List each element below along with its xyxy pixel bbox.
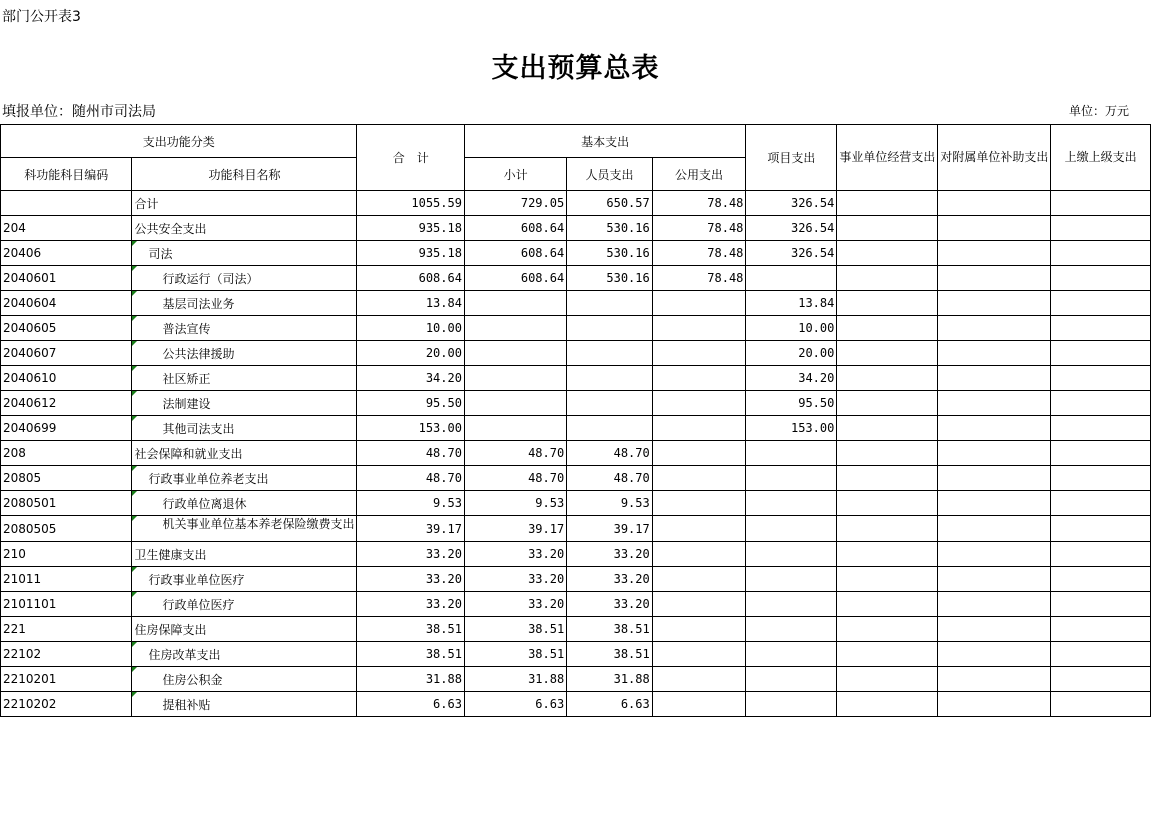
cell-subsidy (938, 466, 1051, 491)
cell-upper (1051, 241, 1151, 266)
cell-upper (1051, 441, 1151, 466)
cell-enterprise (837, 567, 938, 592)
cell-name: 普法宣传 (132, 316, 357, 341)
cell-subtotal: 33.20 (464, 592, 566, 617)
cell-personnel: 9.53 (567, 491, 653, 516)
expenditure-budget-table (0, 124, 1151, 717)
cell-subsidy (938, 542, 1051, 567)
cell-name: 住房改革支出 (132, 642, 357, 667)
table-row (1, 416, 1151, 441)
header-code: 科功能科目编码 (1, 158, 132, 191)
cell-name: 合计 (132, 191, 357, 216)
cell-public (652, 316, 746, 341)
cell-enterprise (837, 241, 938, 266)
cell-upper (1051, 667, 1151, 692)
cell-subtotal: 48.70 (464, 466, 566, 491)
cell-personnel (567, 316, 653, 341)
cell-subsidy (938, 241, 1051, 266)
table-row (1, 491, 1151, 516)
header-subsidy: 对附属单位补助支出 (938, 125, 1051, 191)
cell-upper (1051, 567, 1151, 592)
table-row (1, 291, 1151, 316)
cell-code: 2101101 (1, 592, 132, 617)
table-row (1, 241, 1151, 266)
cell-code: 210 (1, 542, 132, 567)
cell-personnel: 39.17 (567, 516, 653, 542)
cell-subsidy (938, 191, 1051, 216)
cell-public (652, 291, 746, 316)
cell-upper (1051, 416, 1151, 441)
cell-subsidy (938, 592, 1051, 617)
cell-subtotal: 729.05 (464, 191, 566, 216)
cell-code: 2040604 (1, 291, 132, 316)
cell-project (746, 567, 837, 592)
cell-code: 2040607 (1, 341, 132, 366)
cell-enterprise (837, 191, 938, 216)
cell-name: 基层司法业务 (132, 291, 357, 316)
cell-subtotal: 33.20 (464, 567, 566, 592)
cell-project (746, 266, 837, 291)
header-subtotal: 小计 (464, 158, 566, 191)
cell-name: 提租补贴 (132, 692, 357, 717)
cell-personnel: 6.63 (567, 692, 653, 717)
table-row (1, 592, 1151, 617)
cell-total: 935.18 (357, 241, 464, 266)
cell-project (746, 617, 837, 642)
reporting-unit: 填报单位：随州市司法局 (2, 104, 156, 120)
table-row (1, 366, 1151, 391)
cell-code: 2040612 (1, 391, 132, 416)
cell-upper (1051, 542, 1151, 567)
cell-name: 行政运行（司法） (132, 266, 357, 291)
cell-total: 9.53 (357, 491, 464, 516)
cell-subtotal: 608.64 (464, 241, 566, 266)
cell-project (746, 441, 837, 466)
cell-name: 其他司法支出 (132, 416, 357, 441)
cell-code: 20805 (1, 466, 132, 491)
header-total: 合 计 (357, 125, 464, 191)
cell-subtotal (464, 316, 566, 341)
cell-code: 204 (1, 216, 132, 241)
cell-upper (1051, 266, 1151, 291)
cell-subsidy (938, 316, 1051, 341)
cell-project (746, 516, 837, 542)
cell-total: 13.84 (357, 291, 464, 316)
header-basic: 基本支出 (464, 125, 745, 158)
header-row-1 (1, 125, 1151, 158)
cell-name: 住房保障支出 (132, 617, 357, 642)
cell-enterprise (837, 291, 938, 316)
cell-enterprise (837, 441, 938, 466)
cell-subsidy (938, 366, 1051, 391)
cell-personnel: 48.70 (567, 466, 653, 491)
table-row (1, 567, 1151, 592)
table-row (1, 466, 1151, 491)
cell-personnel: 31.88 (567, 667, 653, 692)
cell-subsidy (938, 692, 1051, 717)
cell-code: 2210201 (1, 667, 132, 692)
cell-personnel (567, 366, 653, 391)
table-row (1, 667, 1151, 692)
cell-subtotal (464, 416, 566, 441)
cell-upper (1051, 216, 1151, 241)
cell-personnel: 48.70 (567, 441, 653, 466)
cell-upper (1051, 316, 1151, 341)
cell-project: 153.00 (746, 416, 837, 441)
cell-code: 208 (1, 441, 132, 466)
cell-personnel: 530.16 (567, 266, 653, 291)
cell-code: 22102 (1, 642, 132, 667)
cell-public (652, 542, 746, 567)
currency-unit: 单位：万元 (1068, 104, 1129, 118)
cell-project: 95.50 (746, 391, 837, 416)
cell-personnel: 38.51 (567, 617, 653, 642)
cell-public: 78.48 (652, 266, 746, 291)
cell-total: 48.70 (357, 441, 464, 466)
cell-public (652, 667, 746, 692)
cell-subtotal (464, 291, 566, 316)
cell-enterprise (837, 642, 938, 667)
cell-upper (1051, 516, 1151, 542)
cell-project: 10.00 (746, 316, 837, 341)
cell-name: 司法 (132, 241, 357, 266)
cell-subtotal (464, 366, 566, 391)
cell-project: 326.54 (746, 241, 837, 266)
table-row (1, 692, 1151, 717)
cell-enterprise (837, 266, 938, 291)
cell-personnel (567, 291, 653, 316)
cell-subtotal: 38.51 (464, 617, 566, 642)
table-row (1, 441, 1151, 466)
cell-personnel: 33.20 (567, 542, 653, 567)
cell-subtotal: 33.20 (464, 542, 566, 567)
cell-project (746, 667, 837, 692)
cell-public (652, 466, 746, 491)
cell-public (652, 441, 746, 466)
cell-enterprise (837, 592, 938, 617)
cell-upper (1051, 491, 1151, 516)
cell-code: 2040605 (1, 316, 132, 341)
cell-project (746, 642, 837, 667)
cell-enterprise (837, 692, 938, 717)
table-row (1, 216, 1151, 241)
cell-subsidy (938, 341, 1051, 366)
cell-enterprise (837, 366, 938, 391)
cell-subsidy (938, 642, 1051, 667)
table-row (1, 266, 1151, 291)
cell-enterprise (837, 617, 938, 642)
cell-upper (1051, 366, 1151, 391)
cell-name: 行政单位离退休 (132, 491, 357, 516)
cell-total: 6.63 (357, 692, 464, 717)
table-row (1, 391, 1151, 416)
cell-enterprise (837, 416, 938, 441)
cell-name: 社会保障和就业支出 (132, 441, 357, 466)
cell-enterprise (837, 341, 938, 366)
cell-subsidy (938, 291, 1051, 316)
header-enterprise: 事业单位经营支出 (837, 125, 938, 191)
cell-total: 608.64 (357, 266, 464, 291)
cell-code (1, 191, 132, 216)
cell-upper (1051, 391, 1151, 416)
cell-subtotal (464, 341, 566, 366)
cell-total: 31.88 (357, 667, 464, 692)
cell-code: 2040699 (1, 416, 132, 441)
cell-public (652, 491, 746, 516)
table-row (1, 191, 1151, 216)
table-row (1, 642, 1151, 667)
cell-personnel: 38.51 (567, 642, 653, 667)
cell-total: 10.00 (357, 316, 464, 341)
cell-public (652, 516, 746, 542)
cell-subtotal: 608.64 (464, 216, 566, 241)
cell-public (652, 642, 746, 667)
header-project: 项目支出 (746, 125, 837, 191)
cell-personnel (567, 341, 653, 366)
cell-project: 13.84 (746, 291, 837, 316)
cell-subsidy (938, 266, 1051, 291)
header-public: 公用支出 (652, 158, 746, 191)
cell-name: 行政单位医疗 (132, 592, 357, 617)
cell-total: 38.51 (357, 642, 464, 667)
cell-upper (1051, 341, 1151, 366)
cell-total: 33.20 (357, 567, 464, 592)
cell-total: 1055.59 (357, 191, 464, 216)
cell-public (652, 592, 746, 617)
cell-project (746, 592, 837, 617)
cell-subtotal (464, 391, 566, 416)
cell-personnel (567, 391, 653, 416)
cell-subtotal: 38.51 (464, 642, 566, 667)
cell-subsidy (938, 491, 1051, 516)
cell-name: 公共安全支出 (132, 216, 357, 241)
cell-upper (1051, 592, 1151, 617)
cell-enterprise (837, 491, 938, 516)
header-func-class: 支出功能分类 (1, 125, 357, 158)
cell-personnel: 530.16 (567, 216, 653, 241)
cell-enterprise (837, 516, 938, 542)
cell-name: 社区矫正 (132, 366, 357, 391)
cell-public: 78.48 (652, 191, 746, 216)
cell-subtotal: 39.17 (464, 516, 566, 542)
cell-enterprise (837, 667, 938, 692)
cell-subtotal: 48.70 (464, 441, 566, 466)
cell-total: 95.50 (357, 391, 464, 416)
cell-project: 326.54 (746, 191, 837, 216)
header-personnel: 人员支出 (567, 158, 653, 191)
header-name: 功能科目名称 (132, 158, 357, 191)
cell-public (652, 692, 746, 717)
table-row (1, 516, 1151, 542)
cell-total: 39.17 (357, 516, 464, 542)
cell-enterprise (837, 391, 938, 416)
cell-project: 34.20 (746, 366, 837, 391)
table-row (1, 542, 1151, 567)
cell-name: 法制建设 (132, 391, 357, 416)
cell-code: 2040601 (1, 266, 132, 291)
cell-project (746, 466, 837, 491)
cell-subtotal: 31.88 (464, 667, 566, 692)
cell-personnel: 33.20 (567, 592, 653, 617)
cell-subsidy (938, 516, 1051, 542)
cell-total: 935.18 (357, 216, 464, 241)
cell-subsidy (938, 416, 1051, 441)
cell-total: 153.00 (357, 416, 464, 441)
cell-project (746, 491, 837, 516)
cell-public: 78.48 (652, 241, 746, 266)
cell-project: 326.54 (746, 216, 837, 241)
cell-subsidy (938, 216, 1051, 241)
cell-public (652, 341, 746, 366)
cell-public: 78.48 (652, 216, 746, 241)
cell-subtotal: 608.64 (464, 266, 566, 291)
cell-code: 20406 (1, 241, 132, 266)
cell-upper (1051, 617, 1151, 642)
cell-subtotal: 9.53 (464, 491, 566, 516)
cell-personnel: 33.20 (567, 567, 653, 592)
cell-code: 21011 (1, 567, 132, 592)
cell-upper (1051, 191, 1151, 216)
cell-public (652, 416, 746, 441)
table-row (1, 316, 1151, 341)
cell-enterprise (837, 216, 938, 241)
cell-total: 38.51 (357, 617, 464, 642)
cell-enterprise (837, 542, 938, 567)
document-label: 部门公开表3 (2, 9, 81, 25)
page-title: 支出预算总表 (491, 53, 660, 84)
cell-project (746, 692, 837, 717)
header-upper: 上缴上级支出 (1051, 125, 1151, 191)
cell-total: 33.20 (357, 542, 464, 567)
cell-enterprise (837, 316, 938, 341)
cell-code: 2080501 (1, 491, 132, 516)
cell-total: 20.00 (357, 341, 464, 366)
cell-total: 34.20 (357, 366, 464, 391)
cell-upper (1051, 291, 1151, 316)
cell-project (746, 542, 837, 567)
cell-total: 48.70 (357, 466, 464, 491)
cell-code: 2080505 (1, 516, 132, 542)
cell-subsidy (938, 441, 1051, 466)
cell-subsidy (938, 567, 1051, 592)
cell-upper (1051, 642, 1151, 667)
cell-code: 2210202 (1, 692, 132, 717)
cell-public (652, 391, 746, 416)
cell-name: 行政事业单位医疗 (132, 567, 357, 592)
cell-code: 2040610 (1, 366, 132, 391)
cell-name: 行政事业单位养老支出 (132, 466, 357, 491)
cell-public (652, 366, 746, 391)
cell-name: 公共法律援助 (132, 341, 357, 366)
cell-name: 机关事业单位基本养老保险缴费支出 (132, 516, 357, 542)
cell-subsidy (938, 617, 1051, 642)
cell-public (652, 567, 746, 592)
cell-upper (1051, 692, 1151, 717)
cell-total: 33.20 (357, 592, 464, 617)
cell-personnel: 530.16 (567, 241, 653, 266)
cell-subsidy (938, 667, 1051, 692)
cell-subsidy (938, 391, 1051, 416)
cell-public (652, 617, 746, 642)
cell-name: 住房公积金 (132, 667, 357, 692)
table-row (1, 617, 1151, 642)
cell-enterprise (837, 466, 938, 491)
cell-subtotal: 6.63 (464, 692, 566, 717)
cell-personnel (567, 416, 653, 441)
cell-upper (1051, 466, 1151, 491)
cell-code: 221 (1, 617, 132, 642)
cell-project: 20.00 (746, 341, 837, 366)
table-row (1, 341, 1151, 366)
cell-name: 卫生健康支出 (132, 542, 357, 567)
cell-personnel: 650.57 (567, 191, 653, 216)
